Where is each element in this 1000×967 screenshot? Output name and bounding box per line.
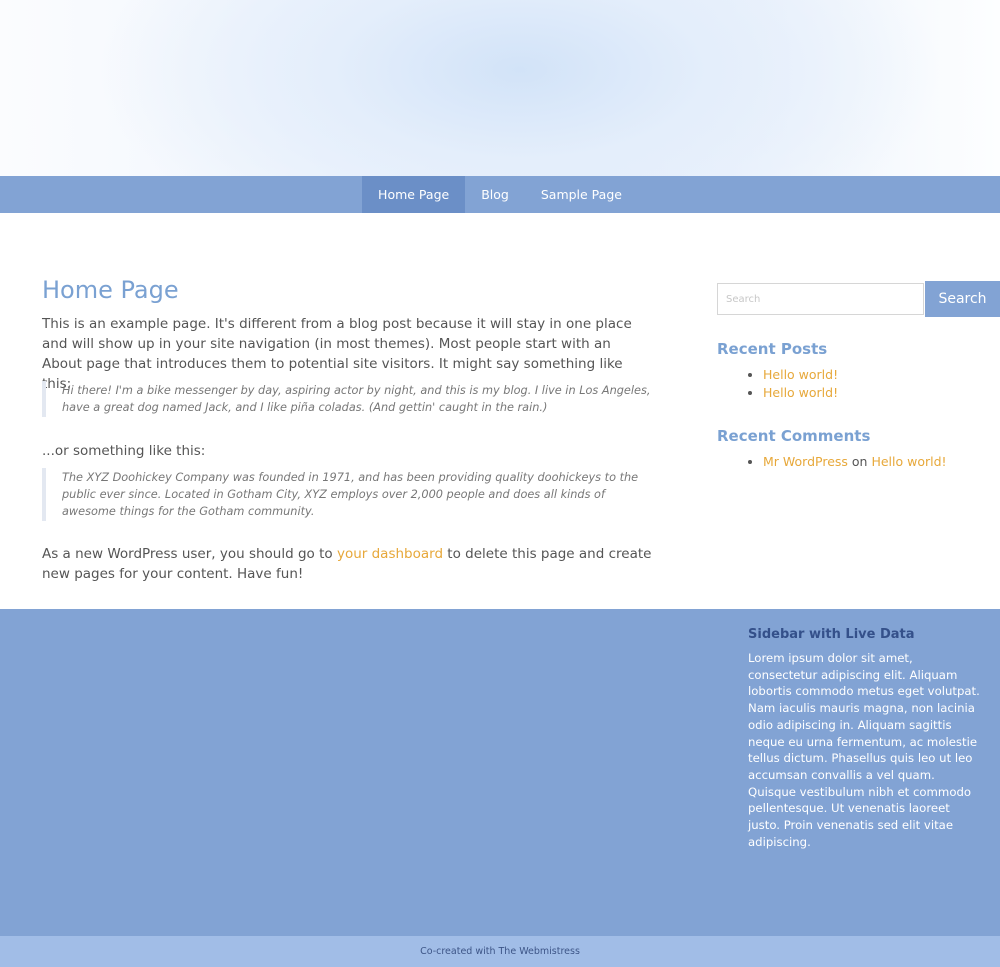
nav-item-home-page[interactable]: Home Page [362, 176, 465, 213]
dashboard-link[interactable]: your dashboard [336, 546, 444, 562]
search-input[interactable] [717, 283, 924, 315]
recent-posts-title: Recent Posts [717, 340, 828, 358]
or-paragraph: ...or something like this: [42, 443, 206, 459]
recent-comments-title: Recent Comments [717, 427, 871, 445]
main-navigation [0, 176, 1000, 213]
comment-on-text: on [847, 454, 872, 469]
comment-author-link[interactable]: Mr WordPress [763, 454, 848, 469]
header-banner [0, 0, 1000, 176]
outro-paragraph [42, 544, 652, 584]
recent-post-link[interactable]: Hello world! [763, 385, 839, 400]
search-button[interactable]: Search [925, 281, 1000, 317]
outro-text-after: to delete this page and create new pages for your content. Have fun! [42, 546, 652, 582]
intro-paragraph: This is an example page. It's different from a blog post because it will stay in one place and will show up in your site navigation (in most themes). Most people start with an About page that introduces them to potential site visitors. It might say something like this: [42, 316, 632, 392]
footer-widget-title: Sidebar with Live Data [748, 627, 915, 642]
recent-posts-list [727, 366, 838, 402]
list-item [763, 366, 838, 384]
comment-post-link[interactable]: Hello world! [871, 454, 947, 469]
list-item [763, 384, 838, 402]
page-title: Home Page [42, 276, 179, 304]
recent-comments-list [727, 453, 947, 471]
footer-widget-text: Lorem ipsum dolor sit amet, consectetur adipiscing elit. Aliquam lobortis commodo metus eget volutpat. Nam iaculis mauris magna, non lacinia odio adipiscing in. Aliquam sagittis neque eu urna fermentum, ac molestie tellus dictum. Phasellus quis leo ut leo accumsan convallis a vel quam. Quisque vestibulum nibh et commodo pellentesque. Ut venenatis laoreet justo. Proin venenatis sed elit vitae adipiscing. [748, 651, 980, 849]
nav-item-blog[interactable]: Blog [481, 187, 509, 202]
outro-text-before: As a new WordPress user, you should go to [42, 546, 337, 562]
list-item [763, 453, 947, 471]
nav-item-sample-page[interactable]: Sample Page [540, 187, 622, 202]
site-footer [0, 936, 1000, 967]
quote-doohickey-company: The XYZ Doohickey Company was founded in 1971, and has been providing quality doohickeys to the public ever since. Located in Gotham City, XYZ employs over 2,000 people and does all kinds of awesome things for the Gotham community. [42, 468, 654, 521]
quote-bike-messenger: Hi there! I'm a bike messenger by day, aspiring actor by night, and this is my blog. I live in Los Angeles, have a great dog named Jack, and I like piña coladas. (And gettin' caught in the rain.) [42, 381, 654, 417]
footer-credit-link[interactable]: Co-created with The Webmistress [420, 946, 580, 957]
recent-post-link[interactable]: Hello world! [763, 367, 839, 382]
